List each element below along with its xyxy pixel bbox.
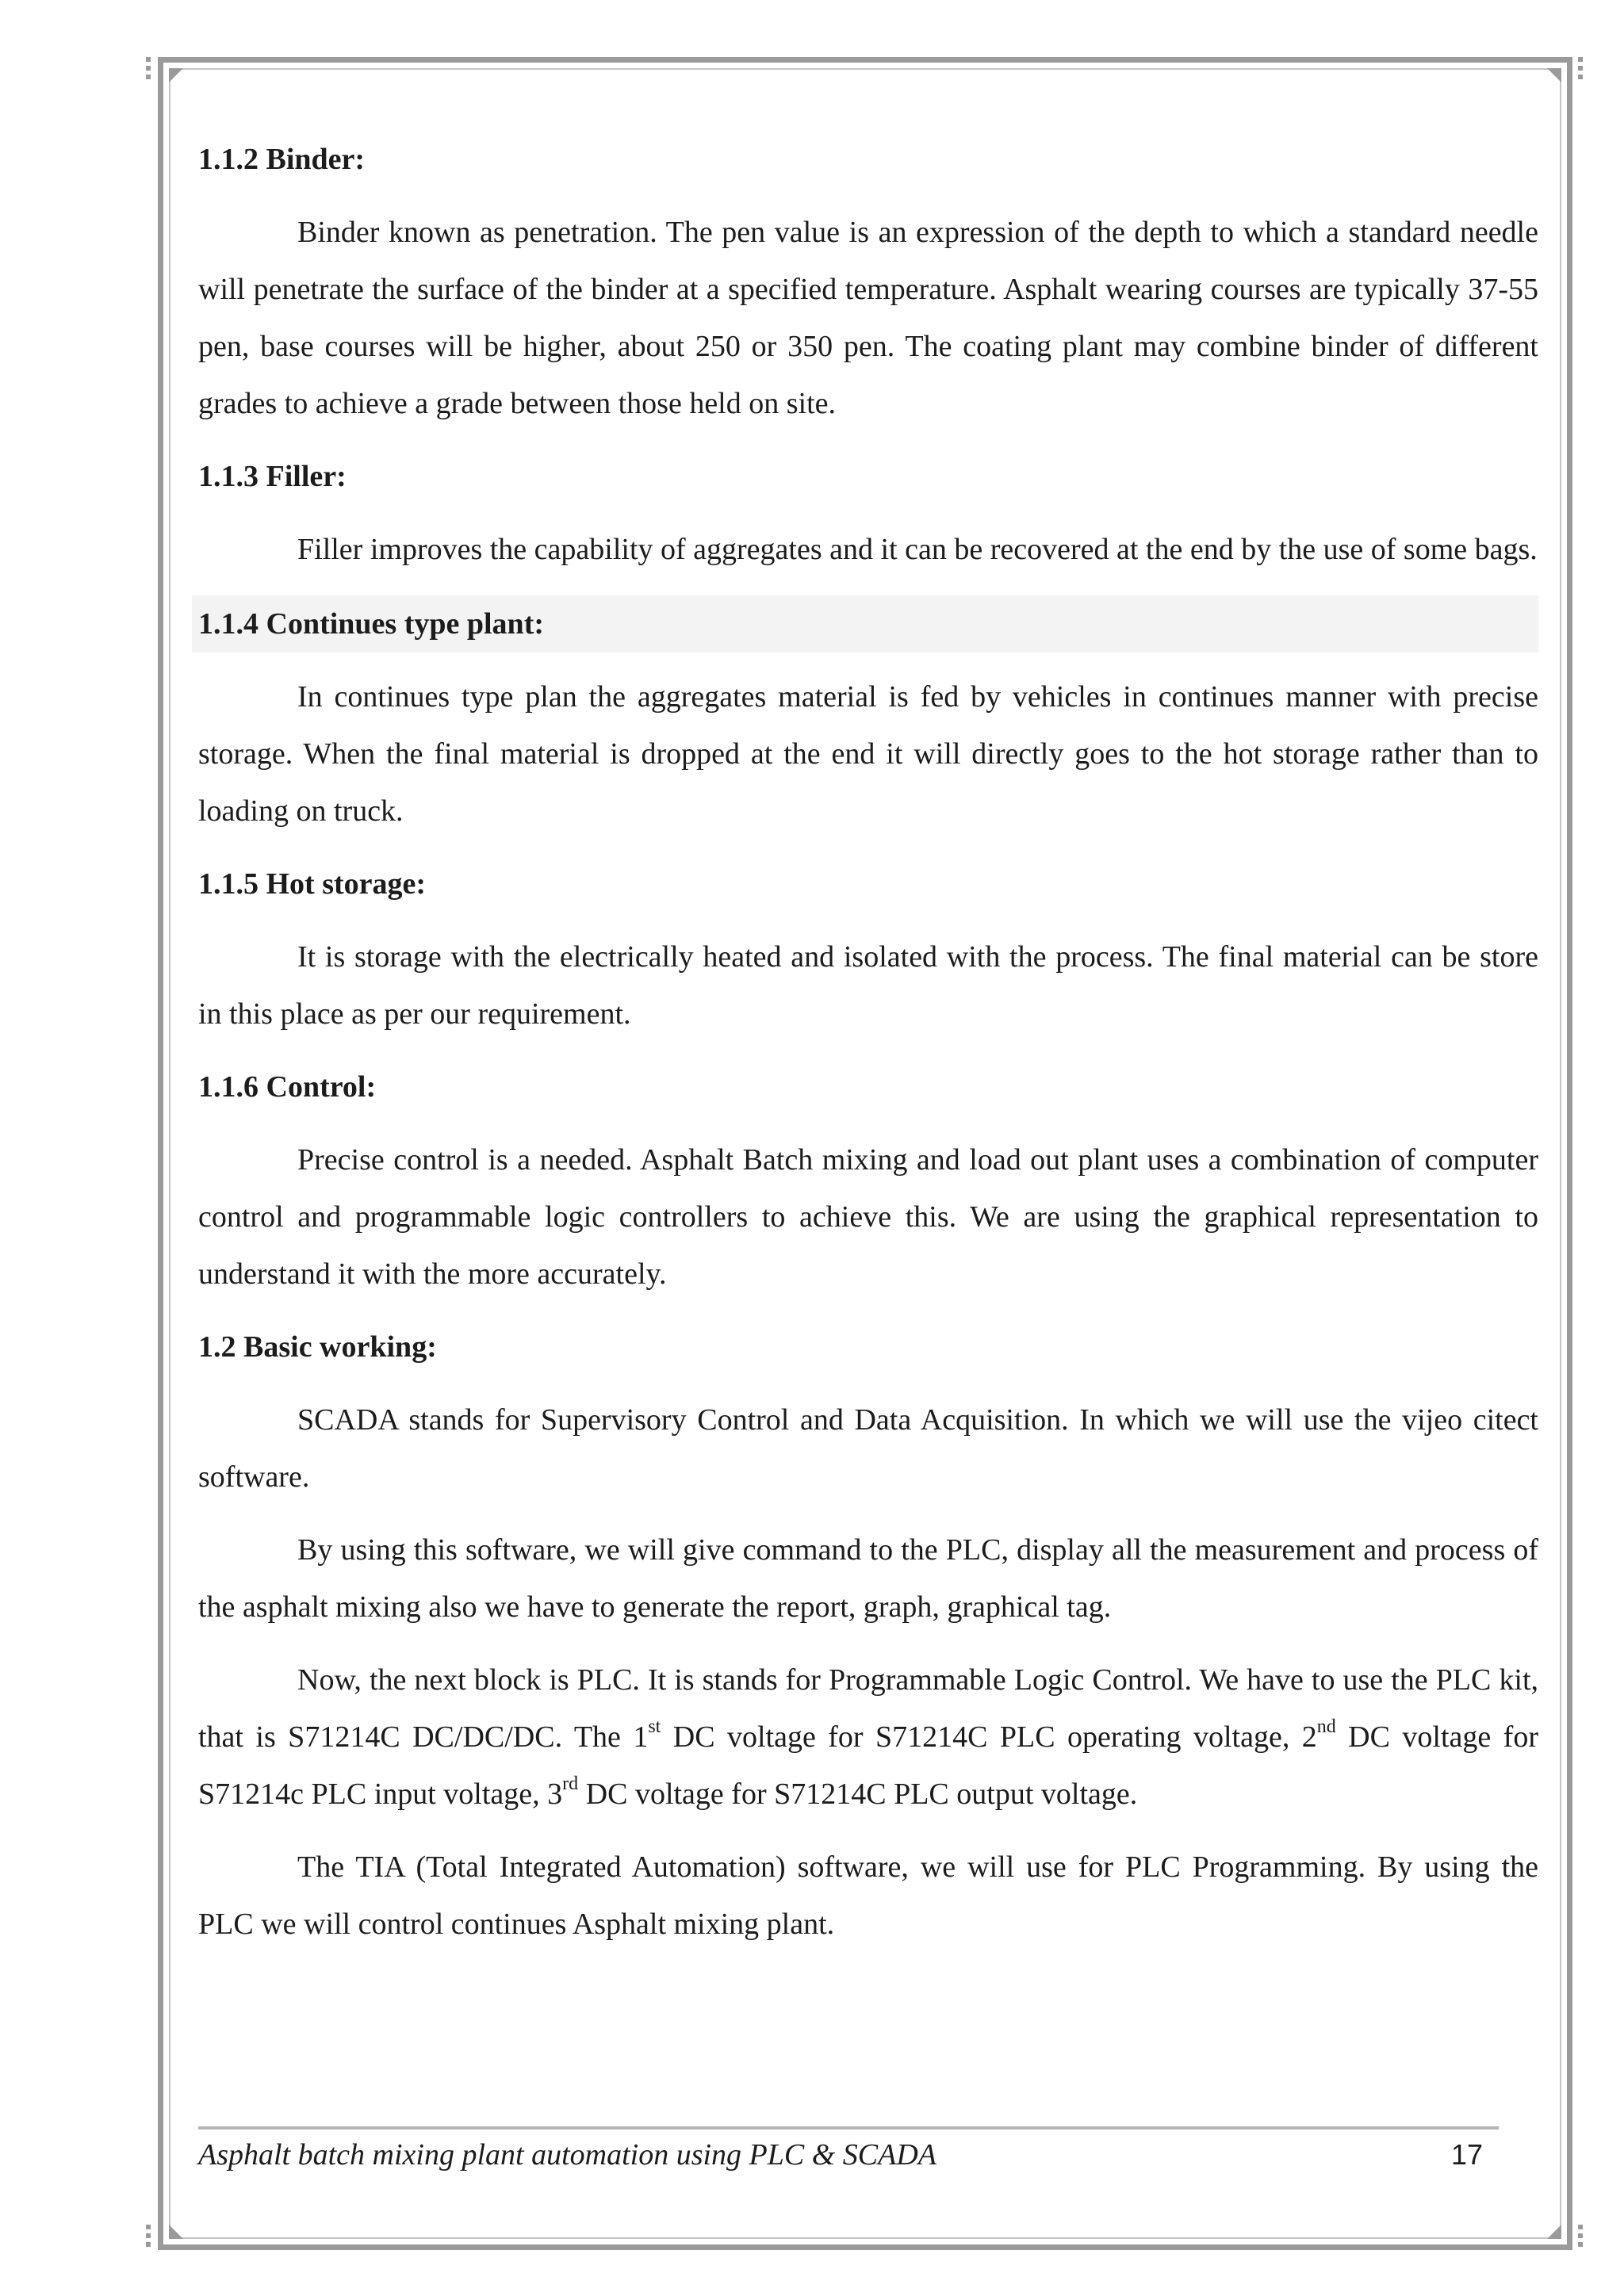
border-corner-top-left	[169, 68, 183, 82]
border-dots-right-bottom	[1578, 2225, 1584, 2251]
section-heading-hot-storage: 1.1.5 Hot storage:	[198, 867, 427, 901]
page-number: 17	[1451, 2138, 1484, 2171]
border-corner-top-right	[1547, 68, 1561, 82]
paragraph-plc	[198, 1651, 1538, 1823]
border-dots-right-top	[1578, 57, 1584, 83]
plc-sup-1: st	[648, 1716, 661, 1738]
section-heading-control: 1.1.6 Control:	[198, 1070, 377, 1104]
plc-sup-2: nd	[1316, 1716, 1336, 1738]
border-dots-left-bottom	[146, 2225, 152, 2251]
border-dots-left-top	[146, 57, 152, 83]
section-heading-filler: 1.1.3 Filler:	[198, 460, 347, 493]
paragraph-hot-storage: It is storage with the electrically heated and isolated with the process. The final material can be store in this place as per our requirement.	[198, 940, 1538, 1031]
paragraph-tia: The TIA (Total Integrated Automation) software, we will use for PLC Programming. By using the PLC we will control continues Asphalt mixing plant.	[198, 1850, 1538, 1941]
footer-rule	[198, 2126, 1499, 2130]
section-heading-continues-type-plant: 1.1.4 Continues type plant:	[192, 595, 1538, 652]
paragraph-scada: SCADA stands for Supervisory Control and Data Acquisition. In which we will use the vijeo citect software.	[198, 1403, 1538, 1494]
plc-sup-3: rd	[562, 1774, 579, 1795]
footer-title: Asphalt batch mixing plant automation using PLC & SCADA	[198, 2138, 936, 2172]
plc-text-part-4: DC voltage for S71214C PLC output voltage.	[578, 1777, 1138, 1811]
paragraph-control: Precise control is a needed. Asphalt Batch mixing and load out plant uses a combination of computer control and programmable logic controllers to achieve this. We are using the graphical representation to understand it with the more accurately.	[198, 1143, 1538, 1291]
paragraph-binder: Binder known as penetration. The pen value is an expression of the depth to which a standard needle will penetrate the surface of the binder at a specified temperature. Asphalt wearing courses are typically 37-55 pen, base courses will be higher, about 250 or 350 pen. The coating plant may combine binder of different grades to achieve a grade between those held on site.	[198, 216, 1538, 420]
border-corner-bottom-right	[1547, 2225, 1561, 2239]
section-heading-basic-working: 1.2 Basic working:	[198, 1330, 437, 1364]
plc-text-part-2: DC voltage for S71214C PLC operating voltage, 2	[661, 1720, 1317, 1754]
page-content	[198, 131, 1538, 1953]
paragraph-software: By using this software, we will give command to the PLC, display all the measurement and process of the asphalt mixing also we have to generate the report, graph, graphical tag.	[198, 1533, 1538, 1624]
section-heading-binder: 1.1.2 Binder:	[198, 143, 366, 176]
plc-text-part-3: DC voltage for S71214c PLC input voltage, 3	[198, 1720, 1538, 1811]
plc-text-part-1: Now, the next block is PLC. It is stands for Programmable Logic Control. We have to use the PLC kit, that is S71214C DC/DC/DC. The 1	[198, 1663, 1538, 1754]
paragraph-filler: Filler improves the capability of aggregates and it can be recovered at the end by the use of some bags.	[297, 533, 1538, 566]
border-corner-bottom-left	[169, 2225, 183, 2239]
paragraph-continues-type-plant: In continues type plan the aggregates material is fed by vehicles in continues manner with precise storage. When the final material is dropped at the end it will directly goes to the hot storage rather than to loading on truck.	[198, 680, 1538, 828]
